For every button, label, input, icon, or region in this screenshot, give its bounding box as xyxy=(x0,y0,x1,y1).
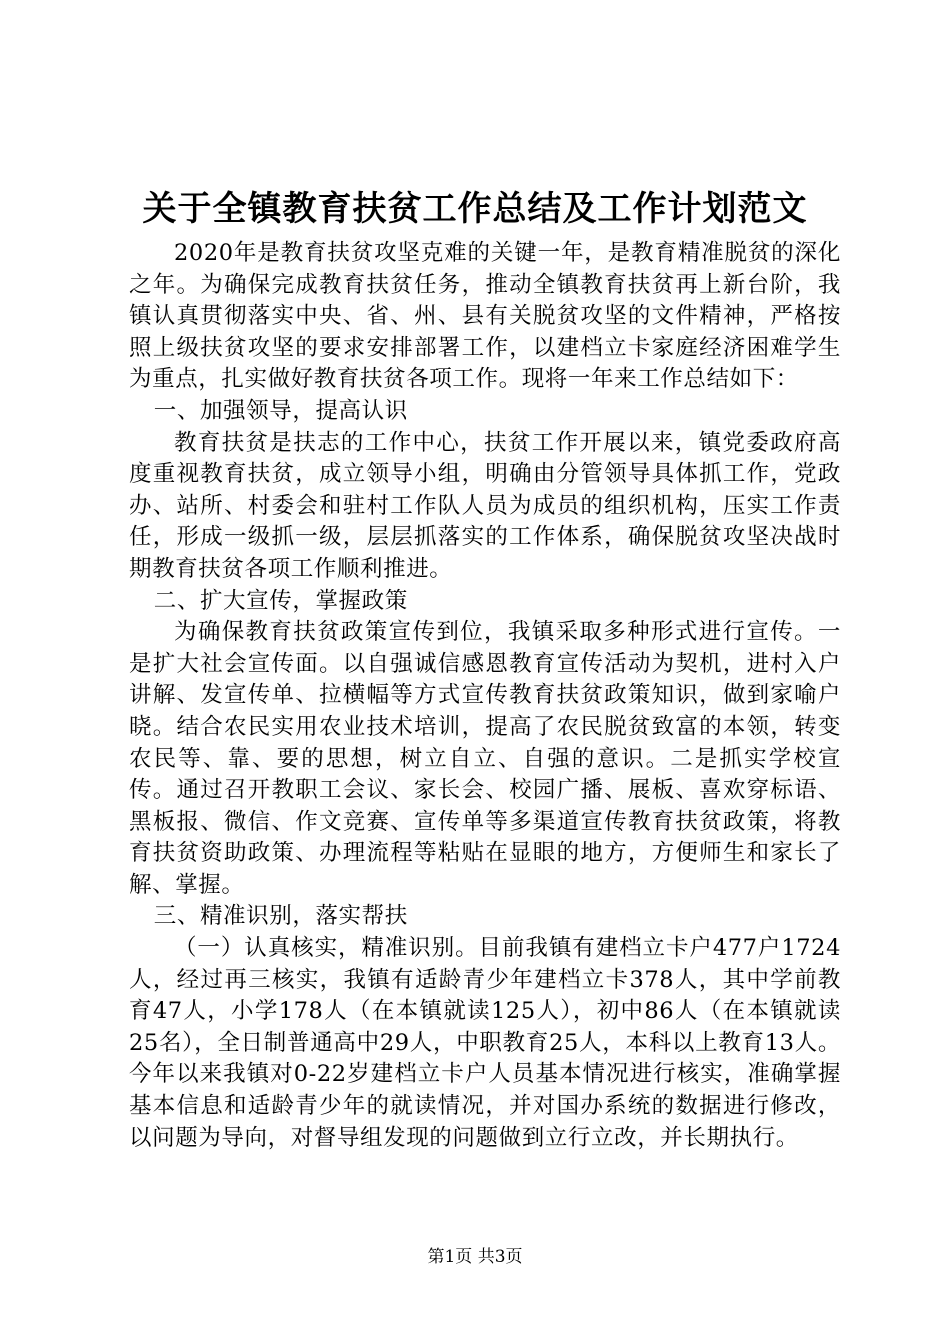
paragraph-section-1: 教育扶贫是扶志的工作中心，扶贫工作开展以来，镇党委政府高度重视教育扶贫，成立领导小组，明确由分管领导具体抓工作，党政办、站所、村委会和驻村工作队人员为成员的组织机构，压实工作责任，形成一级抓一级，层层抓落实的工作体系，确保脱贫攻坚决战时期教育扶贫各项工作顺利推进。 xyxy=(129,429,841,582)
section-heading-2: 二、扩大宣传，掌握政策 xyxy=(153,587,408,614)
paragraph-section-3-1: （一）认真核实，精准识别。目前我镇有建档立卡户477户1724人，经过再三核实，我镇有适龄青少年建档立卡378人，其中学前教育47人，小学178人（在本镇就读125人），初中86人（在本镇就读25名），全日制普通高中29人，中职教育25人，本科以上教育13人。今年以来我镇对0-22岁建档立卡户人员基本情况进行核实，准确掌握基本信息和适龄青少年的就读情况，并对国办系统的数据进行修改，以问题为导向，对督导组发现的问题做到立行立改，并长期执行。 xyxy=(129,935,841,1151)
page-number-footer: 第1页 共3页 xyxy=(427,1247,523,1267)
section-heading-3: 三、精准识别，落实帮扶 xyxy=(153,903,408,930)
paragraph-intro: 2020年是教育扶贫攻坚克难的关键一年，是教育精准脱贫的深化之年。为确保完成教育扶贫任务，推动全镇教育扶贫再上新台阶，我镇认真贯彻落实中央、省、州、县有关脱贫攻坚的文件精神，严格按照上级扶贫攻坚的要求安排部署工作，以建档立卡家庭经济困难学生为重点，扎实做好教育扶贫各项工作。现将一年来工作总结如下： xyxy=(129,240,841,393)
document-title: 关于全镇教育扶贫工作总结及工作计划范文 xyxy=(142,189,808,229)
section-heading-1: 一、加强领导，提高认识 xyxy=(153,397,408,424)
paragraph-section-2: 为确保教育扶贫政策宣传到位，我镇采取多种形式进行宣传。一是扩大社会宣传面。以自强诚信感恩教育宣传活动为契机，进村入户讲解、发宣传单、拉横幅等方式宣传教育扶贫政策知识，做到家喻户晓。结合农民实用农业技术培训，提高了农民脱贫致富的本领，转变农民等、靠、要的思想，树立自立、自强的意识。二是抓实学校宣传。通过召开教职工会议、家长会、校园广播、展板、喜欢穿标语、黑板报、微信、作文竞赛、宣传单等多渠道宣传教育扶贫政策，将教育扶贫资助政策、办理流程等粘贴在显眼的地方，方便师生和家长了解、掌握。 xyxy=(129,619,841,898)
document-body xyxy=(129,238,841,1154)
